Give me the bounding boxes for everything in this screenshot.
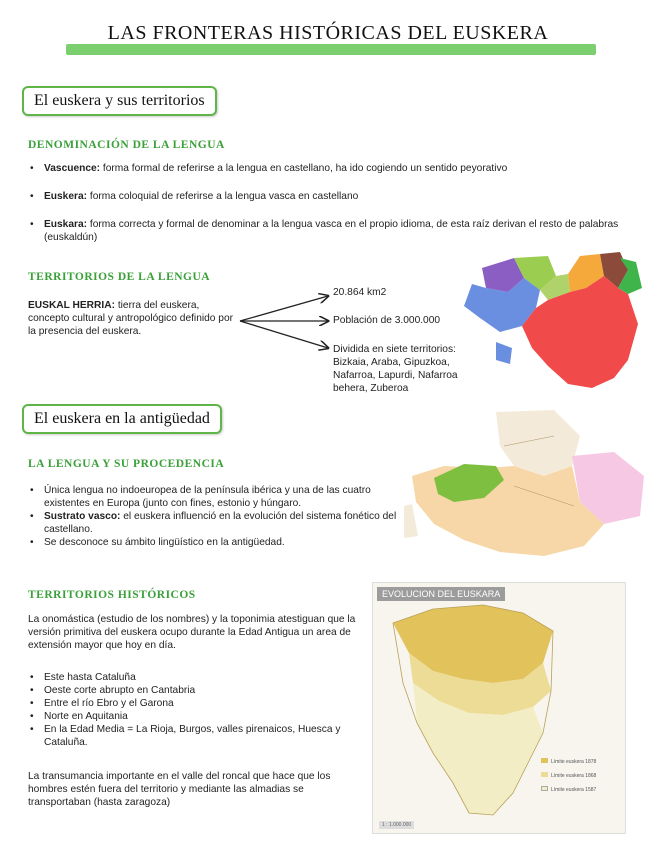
list-item: • Entre el río Ebro y el Garona — [28, 697, 358, 710]
arrows-diagram — [236, 290, 336, 354]
historicos-intro: La onomástica (estudio de los nombres) y la toponimia atestiguan que la versión primitiva del euskera ocupo durante la Edad Antigua un area de extensión mayor que hoy en día. — [28, 614, 356, 651]
map-title: EVOLUCION DEL EUSKARA — [377, 587, 505, 601]
section-heading-antiguedad: El euskera en la antigüedad — [22, 404, 222, 434]
historicos-outro: La transumancia importante en el valle del roncal que hace que los hombres estén fuera del territorio y mediante las almadias se transportaban (hasta zaragoza) — [28, 771, 331, 808]
legend-item: Límite euskera 1868 — [541, 769, 596, 783]
legend-item: Límite euskera 1587 — [541, 783, 596, 797]
map-legend — [541, 755, 596, 797]
fact-territories: Dividida en siete territorios: Bizkaia, Araba, Gipuzkoa, Nafarroa, Lapurdi, Nafarroa behera, Zuberoa — [333, 344, 458, 394]
fact-area: 20.864 km2 — [333, 287, 387, 298]
map-scale: 1 : 1.000.000 — [379, 821, 414, 829]
list-item: • Se desconoce su ámbito lingüístico en la antigüedad. — [28, 536, 402, 549]
page-title: LAS FRONTERAS HISTÓRICAS DEL EUSKERA — [107, 22, 549, 44]
ancient-euskera-map — [404, 406, 650, 564]
euskal-herria-definition: EUSKAL HERRIA: tierra del euskera, concepto cultural y antropológico definido por la presencia del euskera. — [28, 300, 234, 337]
list-item: • Norte en Aquitania — [28, 710, 358, 723]
list-item: • Vascuence: forma formal de referirse a la lengua en castellano, ha ido cogiendo un sentido peyorativo — [28, 162, 628, 175]
list-item: • Euskara: forma correcta y formal de denominar a la lengua vasca en el propio idioma, de esta raíz derivan el resto de palabras (euskaldún) — [28, 218, 628, 244]
heading-procedencia: LA LENGUA Y SU PROCEDENCIA — [28, 458, 225, 470]
heading-denominacion: DENOMINACIÓN DE LA LENGUA — [28, 139, 225, 151]
evolucion-map — [372, 582, 626, 834]
denominacion-list — [28, 162, 628, 244]
list-item: • En la Edad Media = La Rioja, Burgos, valles pirenaicos, Huesca y Cataluña. — [28, 723, 358, 749]
list-item: • Oeste corte abrupto en Cantabria — [28, 684, 358, 697]
section-heading-territorios: El euskera y sus territorios — [22, 86, 217, 116]
heading-territorios-lengua: TERRITORIOS DE LA LENGUA — [28, 271, 211, 283]
historicos-list — [28, 671, 358, 749]
legend-item: Límite euskera 1878 — [541, 755, 596, 769]
list-item: • Euskera: forma coloquial de referirse a la lengua vasca en castellano — [28, 190, 628, 203]
list-item: • Sustrato vasco: el euskera influenció en la evolución del sistema fonético del castellano. — [28, 510, 402, 536]
procedencia-list — [28, 484, 402, 549]
list-item: • Única lengua no indoeuropea de la península ibérica y una de las cuatro existentes en Europa (junto con fines, estonio y húngaro. — [28, 484, 402, 510]
heading-territorios-historicos: TERRITORIOS HISTÓRICOS — [28, 589, 196, 601]
title-underline — [66, 44, 596, 55]
fact-population: Población de 3.000.000 — [333, 315, 441, 326]
euskal-herria-map — [452, 248, 648, 396]
list-item: • Este hasta Cataluña — [28, 671, 358, 684]
